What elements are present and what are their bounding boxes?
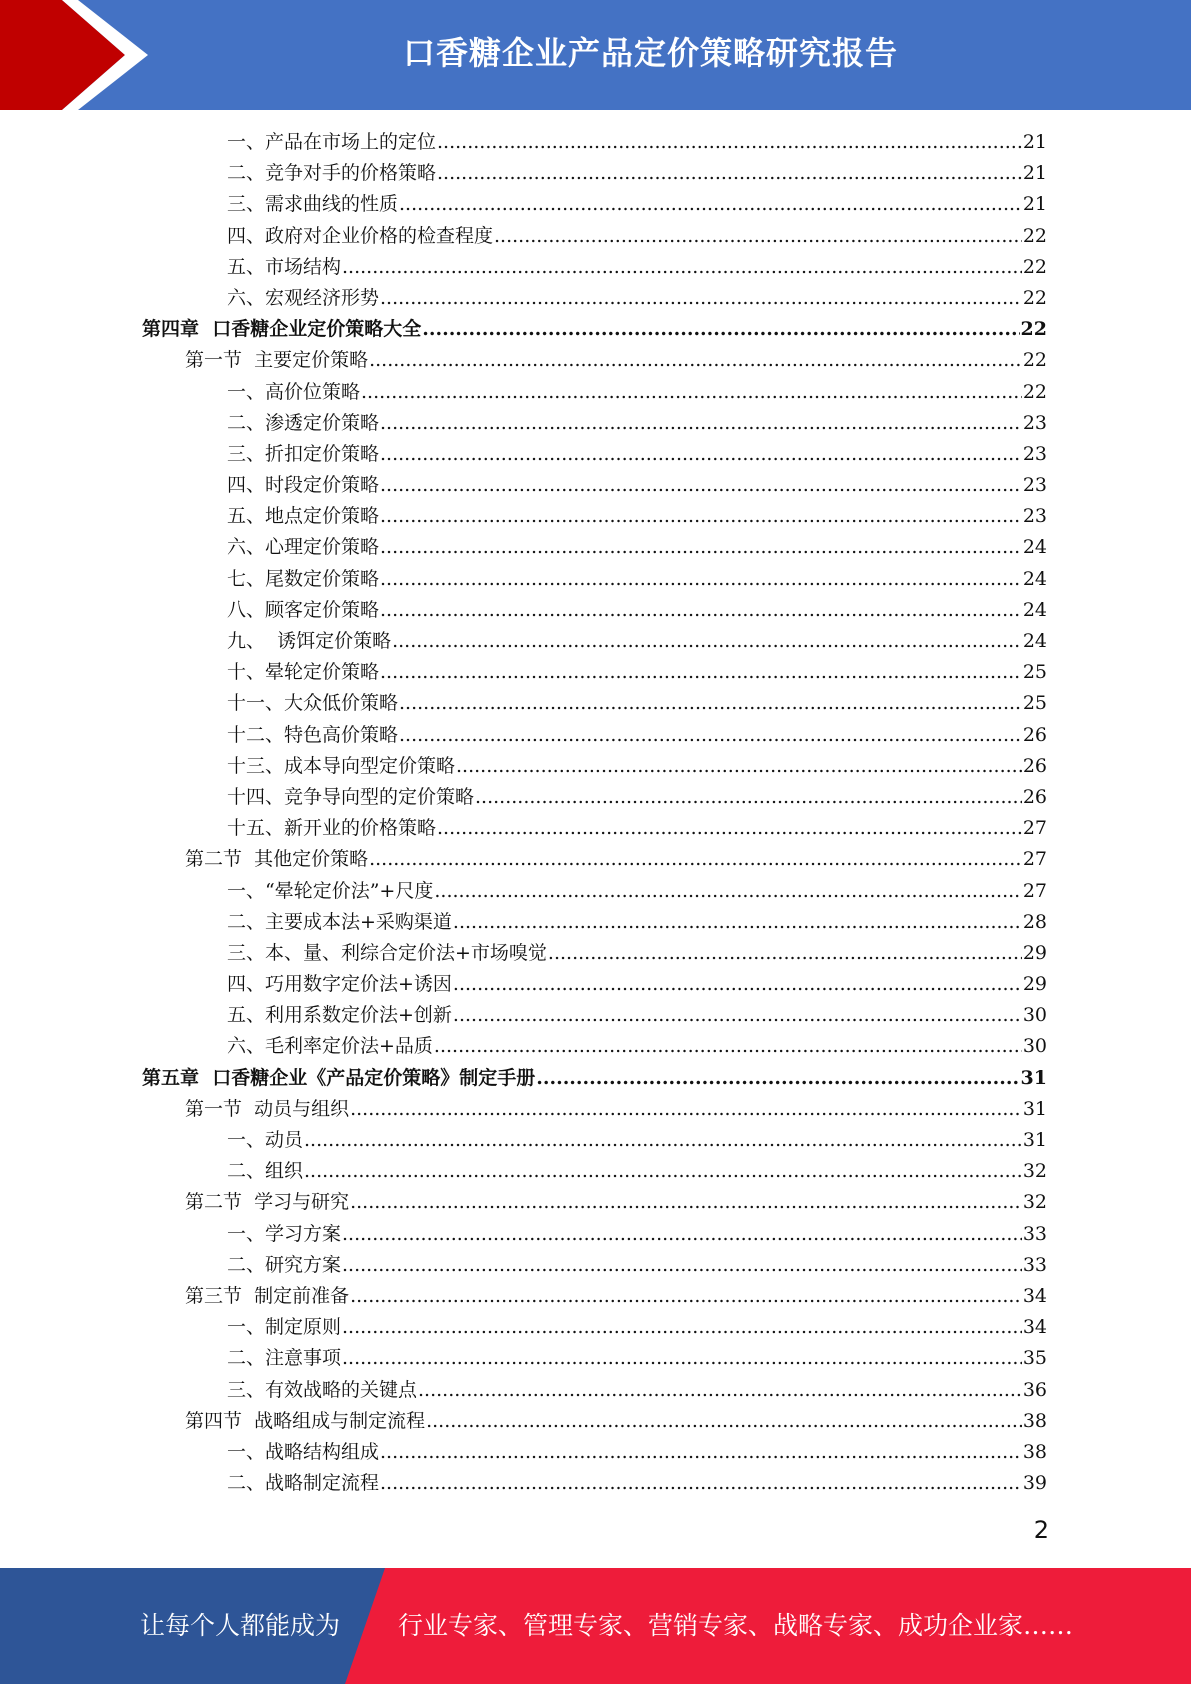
toc-entry-page: 27 <box>1022 848 1047 871</box>
toc-entry-label: 十、晕轮定价策略 <box>227 661 380 684</box>
toc-leader-dots <box>380 599 1022 621</box>
toc-entry[interactable] <box>142 408 1047 439</box>
toc-entry-label: 第二节 其他定价策略 <box>185 848 369 871</box>
toc-entry[interactable] <box>142 1125 1047 1156</box>
toc-leader-dots <box>380 661 1022 683</box>
toc-entry[interactable] <box>142 1219 1047 1250</box>
toc-entry[interactable] <box>142 657 1047 688</box>
toc-entry-page: 27 <box>1022 879 1047 902</box>
toc-entry-page: 21 <box>1022 193 1047 216</box>
toc-leader-dots <box>342 1316 1022 1338</box>
toc-entry-page: 34 <box>1022 1284 1047 1307</box>
toc-leader-dots <box>304 1129 1022 1151</box>
toc-entry-page: 29 <box>1022 973 1047 996</box>
toc-leader-dots <box>342 1347 1022 1369</box>
toc-entry-label: 五、市场结构 <box>227 255 342 278</box>
toc-entry-label: 第一节 主要定价策略 <box>185 349 369 372</box>
toc-leader-dots <box>361 381 1022 403</box>
toc-entry-label: 六、心理定价策略 <box>227 536 380 559</box>
toc-entry[interactable] <box>142 1156 1047 1187</box>
toc-entry[interactable] <box>142 720 1047 751</box>
toc-entry-page: 26 <box>1022 723 1047 746</box>
toc-leader-dots <box>380 536 1022 558</box>
toc-leader-dots <box>418 1379 1022 1401</box>
toc-entry-label: 四、巧用数字定价法+诱因 <box>227 973 452 996</box>
toc-entry-page: 38 <box>1022 1409 1047 1432</box>
toc-leader-dots <box>369 848 1022 870</box>
toc-entry-page: 27 <box>1022 817 1047 840</box>
toc-entry-page: 24 <box>1022 536 1047 559</box>
toc-entry-page: 21 <box>1022 131 1047 153</box>
toc-entry-label: 二、研究方案 <box>227 1253 342 1276</box>
toc-entry-label: 七、尾数定价策略 <box>227 567 380 590</box>
toc-entry-label: 一、产品在市场上的定位 <box>227 131 437 153</box>
toc-entry[interactable] <box>142 1437 1047 1468</box>
toc-entry[interactable] <box>142 844 1047 875</box>
toc-entry-page: 23 <box>1022 442 1047 465</box>
toc-entry-page: 32 <box>1022 1160 1047 1183</box>
toc-entry[interactable] <box>142 345 1047 376</box>
toc-entry-page: 33 <box>1022 1253 1047 1276</box>
toc-entry-page: 24 <box>1022 598 1047 621</box>
toc-entry-page: 24 <box>1022 630 1047 652</box>
toc-entry[interactable] <box>142 626 1047 657</box>
toc-entry-label: 一、“晕轮定价法”+尺度 <box>227 879 434 902</box>
toc-entry-label: 五、利用系数定价法+创新 <box>227 1004 452 1027</box>
toc-entry-page: 26 <box>1022 754 1047 777</box>
toc-entry-label: 第三节 制定前准备 <box>185 1284 350 1307</box>
toc-leader-dots <box>548 942 1022 964</box>
toc-entry[interactable] <box>142 1343 1047 1374</box>
toc-entry-page: 29 <box>1022 941 1047 964</box>
toc-entry-label: 十二、特色高价策略 <box>227 723 399 746</box>
toc-entry[interactable] <box>142 688 1047 719</box>
page-number: 2 <box>1033 1516 1049 1544</box>
toc-entry[interactable] <box>142 377 1047 408</box>
toc-entry-label: 第四章 口香糖企业定价策略大全 <box>142 318 422 341</box>
toc-entry-label: 二、主要成本法+采购渠道 <box>227 910 452 933</box>
toc-leader-dots <box>453 911 1022 933</box>
footer-slogan-right: 行业专家、管理专家、营销专家、战略专家、成功企业家…… <box>398 1611 1074 1640</box>
toc-entry-label: 一、学习方案 <box>227 1222 342 1245</box>
toc-entry-page: 22 <box>1022 349 1047 372</box>
toc-entry[interactable] <box>142 1375 1047 1406</box>
toc-leader-dots <box>399 692 1022 714</box>
toc-leader-dots <box>342 1254 1022 1276</box>
toc-entry[interactable] <box>142 532 1047 563</box>
toc-leader-dots <box>399 193 1022 215</box>
toc-entry-page: 31 <box>1022 1129 1047 1151</box>
toc-entry[interactable] <box>142 189 1047 220</box>
toc-entry-page: 38 <box>1022 1440 1047 1463</box>
toc-entry-page: 30 <box>1022 1035 1047 1058</box>
toc-leader-dots <box>437 162 1022 184</box>
toc-leader-dots <box>475 786 1022 808</box>
toc-entry-page: 28 <box>1022 910 1047 933</box>
toc-leader-dots <box>437 131 1022 153</box>
toc-entry[interactable] <box>142 127 1047 158</box>
toc-entry-page: 22 <box>1022 255 1047 278</box>
toc-leader-dots <box>380 568 1022 590</box>
toc-leader-dots <box>434 1035 1022 1057</box>
toc-leader-dots <box>350 1285 1022 1307</box>
toc-entry-page: 23 <box>1022 474 1047 497</box>
toc-leader-dots <box>494 225 1022 247</box>
footer-slogan-left: 让每个人都能成为 <box>140 1611 341 1640</box>
toc-entry-label: 三、本、量、利综合定价法+市场嗅觉 <box>227 941 547 964</box>
toc-leader-dots <box>536 1067 1019 1089</box>
toc-leader-dots <box>380 1441 1022 1463</box>
toc-entry[interactable] <box>142 782 1047 813</box>
toc-entry-page: 25 <box>1022 692 1047 715</box>
toc-entry-page: 21 <box>1022 162 1047 185</box>
toc-entry-page: 26 <box>1022 785 1047 808</box>
toc-entry-page: 24 <box>1022 567 1047 590</box>
toc-leader-dots <box>453 1004 1022 1026</box>
toc-entry-label: 二、竞争对手的价格策略 <box>227 162 437 185</box>
toc-leader-dots <box>380 505 1022 527</box>
toc-entry[interactable] <box>142 221 1047 252</box>
toc-leader-dots <box>380 1472 1022 1494</box>
toc-entry[interactable] <box>142 1187 1047 1218</box>
toc-leader-dots <box>437 817 1022 839</box>
toc-entry[interactable] <box>142 907 1047 938</box>
toc-leader-dots <box>456 755 1022 777</box>
toc-leader-dots <box>369 349 1022 371</box>
toc-leader-dots <box>380 443 1022 465</box>
toc-leader-dots <box>453 973 1022 995</box>
toc-entry-label: 三、有效战略的关键点 <box>227 1378 418 1401</box>
toc-entry-label: 九、 诱饵定价策略 <box>227 630 392 652</box>
toc-entry-page: 22 <box>1020 318 1047 341</box>
toc-entry-label: 第二节 学习与研究 <box>185 1191 350 1214</box>
toc-entry-page: 22 <box>1022 286 1047 309</box>
toc-leader-dots <box>380 474 1022 496</box>
toc-leader-dots <box>380 287 1022 309</box>
toc-entry[interactable] <box>142 876 1047 907</box>
toc-entry[interactable] <box>142 1063 1047 1094</box>
toc-leader-dots <box>434 880 1021 902</box>
toc-entry[interactable] <box>142 1281 1047 1312</box>
toc-entry-page: 25 <box>1022 661 1047 684</box>
toc-entry-page: 34 <box>1022 1316 1047 1339</box>
toc-entry-label: 二、战略制定流程 <box>227 1472 380 1495</box>
toc-leader-dots <box>422 318 1019 340</box>
toc-entry[interactable] <box>142 969 1047 1000</box>
toc-entry[interactable] <box>142 813 1047 844</box>
toc-entry[interactable] <box>142 1094 1047 1125</box>
toc-entry[interactable] <box>142 595 1047 626</box>
toc-entry-page: 33 <box>1022 1222 1047 1245</box>
toc-entry[interactable] <box>142 751 1047 782</box>
report-header <box>0 0 1191 110</box>
toc-entry-label: 第一节 动员与组织 <box>185 1097 350 1120</box>
toc-entry-label: 二、组织 <box>227 1160 304 1183</box>
report-title: 口香糖企业产品定价策略研究报告 <box>402 34 898 72</box>
toc-entry[interactable] <box>142 1312 1047 1343</box>
toc-entry-page: 23 <box>1022 505 1047 528</box>
toc-entry-label: 第五章 口香糖企业《产品定价策略》制定手册 <box>142 1066 536 1089</box>
toc-leader-dots <box>426 1410 1022 1432</box>
toc-entry-label: 十一、大众低价策略 <box>227 692 399 715</box>
toc-entry[interactable] <box>142 252 1047 283</box>
toc-entry-label: 六、毛利率定价法+品质 <box>227 1035 433 1058</box>
toc-leader-dots <box>350 1098 1022 1120</box>
toc-leader-dots <box>380 412 1022 434</box>
footer-banner <box>0 1568 1191 1684</box>
toc-entry[interactable] <box>142 938 1047 969</box>
toc-entry[interactable] <box>142 283 1047 314</box>
toc-entry-page: 30 <box>1022 1004 1047 1027</box>
toc-entry-page: 22 <box>1022 380 1047 403</box>
toc-entry-page: 31 <box>1020 1066 1047 1089</box>
toc-entry-label: 第四节 战略组成与制定流程 <box>185 1409 426 1432</box>
toc-leader-dots <box>392 630 1022 652</box>
toc-entry-label: 八、顾客定价策略 <box>227 598 380 621</box>
toc-entry-page: 31 <box>1022 1097 1047 1120</box>
toc-entry-label: 四、政府对企业价格的检查程度 <box>227 224 494 247</box>
toc-leader-dots <box>304 1160 1022 1182</box>
toc-entry[interactable] <box>142 470 1047 501</box>
toc-entry[interactable] <box>142 158 1047 189</box>
toc-entry[interactable] <box>142 1000 1047 1031</box>
toc-entry-label: 三、需求曲线的性质 <box>227 193 399 216</box>
toc-entry[interactable] <box>142 1250 1047 1281</box>
toc-entry-page: 39 <box>1022 1472 1047 1495</box>
toc-entry-label: 一、高价位策略 <box>227 380 361 403</box>
toc-entry-label: 二、注意事项 <box>227 1347 342 1370</box>
toc-entry[interactable] <box>142 439 1047 470</box>
toc-entry-label: 十五、新开业的价格策略 <box>227 817 437 840</box>
toc-entry[interactable] <box>142 564 1047 595</box>
toc-entry-label: 二、渗透定价策略 <box>227 411 380 434</box>
toc-entry-label: 十四、竞争导向型的定价策略 <box>227 785 475 808</box>
toc-leader-dots <box>350 1191 1022 1213</box>
toc-entry[interactable] <box>142 314 1047 345</box>
toc-entry[interactable] <box>142 1406 1047 1437</box>
header-arrow-decoration <box>0 0 160 110</box>
toc-entry-page: 32 <box>1022 1191 1047 1214</box>
toc-entry[interactable] <box>142 1031 1047 1062</box>
toc-entry-label: 五、地点定价策略 <box>227 505 380 528</box>
toc-entry-page: 35 <box>1022 1347 1047 1370</box>
toc-entry-label: 四、时段定价策略 <box>227 474 380 497</box>
toc-entry-label: 一、战略结构组成 <box>227 1440 380 1463</box>
toc-entry-label: 一、制定原则 <box>227 1316 342 1339</box>
toc-entry-label: 十三、成本导向型定价策略 <box>227 754 456 777</box>
toc-entry-page: 36 <box>1022 1378 1047 1401</box>
toc-entry-label: 一、动员 <box>227 1129 304 1151</box>
toc-leader-dots <box>342 1223 1022 1245</box>
toc-entry[interactable] <box>142 501 1047 532</box>
toc-leader-dots <box>399 724 1022 746</box>
toc-entry-page: 22 <box>1022 224 1047 247</box>
toc-entry[interactable] <box>142 1468 1047 1499</box>
toc-entry-page: 23 <box>1022 411 1047 434</box>
toc-leader-dots <box>342 256 1022 278</box>
toc-entry-label: 六、宏观经济形势 <box>227 286 380 309</box>
table-of-contents <box>142 127 1047 1499</box>
toc-entry-label: 三、折扣定价策略 <box>227 442 380 465</box>
